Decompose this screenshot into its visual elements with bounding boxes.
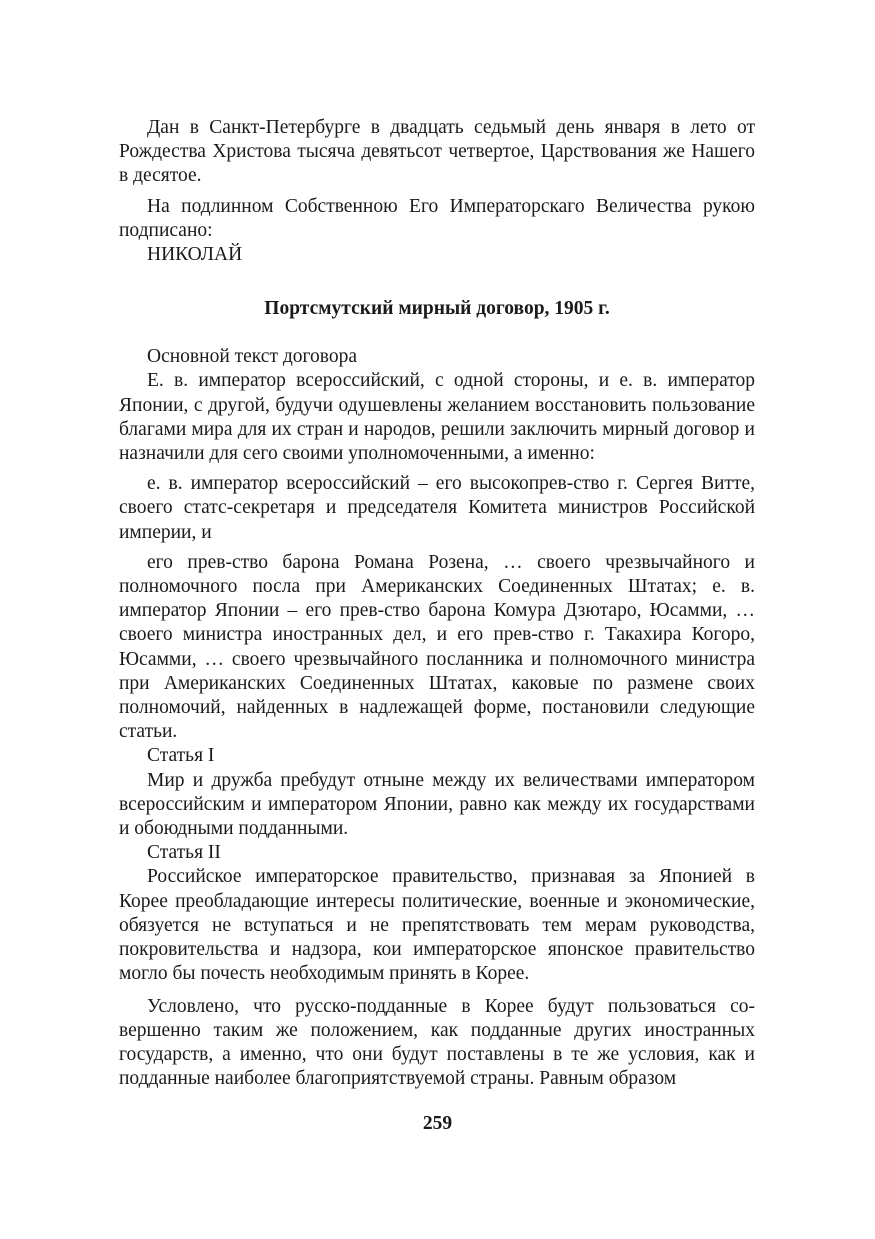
article-1-heading: Статья I — [147, 745, 215, 767]
article-2-heading: Статья II — [147, 842, 221, 864]
article-2-text-continued: Условлено, что русско-подданные в Корее будут пользоваться совершенно таким же положением, как подданные других иностранных государств, а именно, что они будут поставлены в те же условия, как и подданные наиболее благоприятствуемой страны. Равным образом — [119, 995, 755, 1090]
document-title: Портсмутский мирный договор, 1905 г. — [264, 298, 610, 320]
delegates-paragraph-2: его прев-ство барона Романа Розена, … своего чрезвычайного и полномочного посла при Американских Соединенных Штатах; е. в. император Японии – его прев-ство барона Комура Дзютаро, Юсамми, … своего министра иностранных дел, и его прев-ство г. Такахира Когоро, Юсамми, … своего чрезвычайного посланника и полномочного министра при Американских Соединенных Штатах, каковые по размене своих полномочий, найденных в надлежащей форме, постановили следующие статьи. — [119, 551, 755, 743]
article-2-text: Российское императорское правительство, признавая за Японией в Корее преобладающие интересы политические, военные и экономические, обязуется не вступаться и не препятствовать тем мерам руководства, покровительства и надзора, кои императорское японское правительство могло бы почесть необходимым принять в Корее. — [119, 866, 755, 985]
article-1-text: Мир и дружба пребудут отныне между их величествами императором всероссийским и императором Японии, равно как между их государствами и обоюдными подданными. — [119, 769, 755, 840]
closing-signature: НИКОЛАЙ — [147, 244, 243, 266]
closing-signed-note: На подлинном Собственною Его Императорскаго Величества рукою подписано: — [119, 195, 755, 241]
delegates-paragraph-1: е. в. император всероссийский – его высокопрев-ство г. Сергея Витте, своего статс-секретаря и председателя Комитета министров Российской империи, и — [119, 473, 755, 543]
page-number: 259 — [422, 1113, 453, 1134]
closing-given-paragraph: Дан в Санкт-Петербурге в двадцать седьмый день января в лето от Рождества Христова тысяча девятьсот четвертое, Царствования же Нашего в десятое. — [119, 117, 755, 187]
page-body — [119, 116, 755, 1091]
preamble-paragraph: Е. в. император всероссийский, с одной стороны, и е. в. император Японии, с другой, будучи одушевлены желанием восстановить пользование благами мира для их стран и народов, решили заключить мирный договор и назначили для сего своими уполномоченными, а именно: — [119, 370, 755, 465]
intro-label: Основной текст договора — [147, 346, 358, 368]
